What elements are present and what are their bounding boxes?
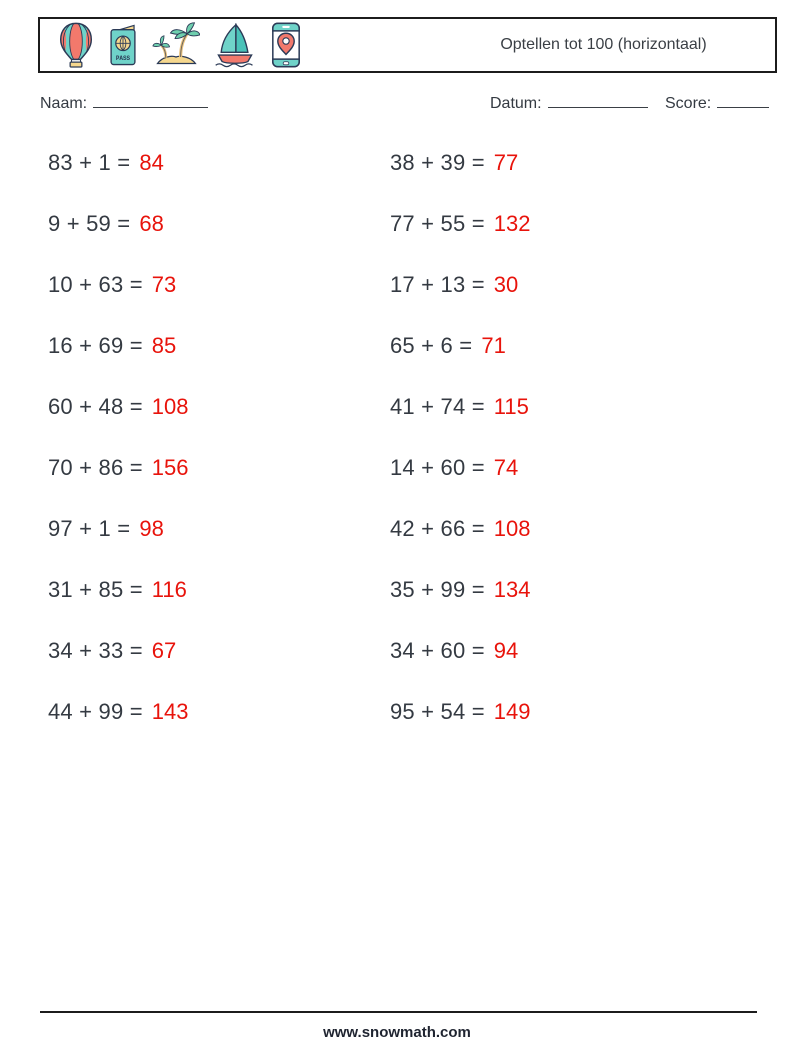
problem-expression: 83 + 1 = [48, 149, 131, 175]
problem-expression: 77 + 55 = [390, 210, 485, 236]
problem-row [390, 254, 720, 315]
problem-row [390, 437, 720, 498]
problem-row [390, 132, 720, 193]
problem-expression: 60 + 48 = [48, 393, 143, 419]
problem-expression: 10 + 63 = [48, 271, 143, 297]
problem-expression: 31 + 85 = [48, 576, 143, 602]
problem-expression: 97 + 1 = [48, 515, 131, 541]
problem-row [48, 193, 378, 254]
problem-row [390, 498, 720, 559]
problem-answer: 115 [493, 393, 529, 419]
sailboat-icon [212, 21, 258, 69]
problem-answer: 71 [481, 332, 506, 358]
problem-row [48, 315, 378, 376]
problem-row [390, 193, 720, 254]
problem-expression: 34 + 60 = [390, 637, 485, 663]
problem-row [48, 498, 378, 559]
problem-answer: 98 [139, 515, 164, 541]
problem-answer: 134 [493, 576, 531, 602]
problem-row [48, 620, 378, 681]
problem-expression: 17 + 13 = [390, 271, 485, 297]
problem-row [390, 620, 720, 681]
fields-row [0, 92, 794, 114]
problem-expression: 38 + 39 = [390, 149, 485, 175]
problems-column-left [48, 132, 378, 742]
passport-text: PASS [115, 54, 131, 62]
date-blank-line [548, 92, 648, 108]
problem-answer: 132 [493, 210, 531, 236]
score-label: Score: [665, 95, 712, 112]
problem-expression: 65 + 6 = [390, 332, 473, 358]
passport-icon [106, 21, 140, 69]
problem-row [390, 376, 720, 437]
hot-air-balloon-icon [58, 21, 94, 69]
problem-answer: 73 [151, 271, 177, 297]
problem-answer: 156 [151, 454, 189, 480]
problem-row [48, 437, 378, 498]
date-field [490, 92, 648, 113]
problem-row [48, 681, 378, 742]
problems-column-right [390, 132, 720, 742]
problem-answer: 108 [493, 515, 531, 541]
header-icon-strip [40, 21, 302, 69]
problem-expression: 34 + 33 = [48, 637, 143, 663]
problem-expression: 16 + 69 = [48, 332, 143, 358]
problem-expression: 95 + 54 = [390, 698, 485, 724]
problem-expression: 41 + 74 = [390, 393, 485, 419]
palm-island-icon [152, 21, 200, 69]
problem-expression: 35 + 99 = [390, 576, 485, 602]
problem-answer: 149 [493, 698, 531, 724]
header-title-area [302, 36, 775, 54]
problem-expression: 44 + 99 = [48, 698, 143, 724]
problem-expression: 9 + 59 = [48, 210, 131, 236]
problem-answer: 108 [151, 393, 189, 419]
worksheet-title: Optellen tot 100 (horizontaal) [500, 36, 707, 53]
problem-answer: 77 [493, 149, 519, 175]
problem-row [48, 254, 378, 315]
problem-expression: 14 + 60 = [390, 454, 485, 480]
footer-website-url: www.snowmath.com [323, 1024, 471, 1041]
name-blank-line [93, 92, 208, 108]
score-blank-line [717, 92, 769, 108]
name-label: Naam: [40, 95, 88, 112]
date-label: Datum: [490, 95, 542, 112]
problem-answer: 74 [493, 454, 519, 480]
footer-divider [40, 1011, 757, 1013]
problem-row [390, 559, 720, 620]
header-box [38, 17, 777, 73]
phone-location-icon [270, 21, 302, 69]
problem-answer: 30 [493, 271, 519, 297]
problem-row [390, 315, 720, 376]
problem-expression: 70 + 86 = [48, 454, 143, 480]
problem-answer: 143 [151, 698, 189, 724]
problem-answer: 94 [493, 637, 519, 663]
problem-row [48, 376, 378, 437]
problem-expression: 42 + 66 = [390, 515, 485, 541]
name-field [40, 92, 208, 113]
problem-row [390, 681, 720, 742]
problem-answer: 67 [151, 637, 177, 663]
problem-row [48, 559, 378, 620]
problem-answer: 85 [151, 332, 177, 358]
score-field [665, 92, 769, 113]
problem-answer: 84 [139, 149, 164, 175]
problem-answer: 116 [151, 576, 187, 602]
problem-answer: 68 [139, 210, 164, 236]
problem-row [48, 132, 378, 193]
